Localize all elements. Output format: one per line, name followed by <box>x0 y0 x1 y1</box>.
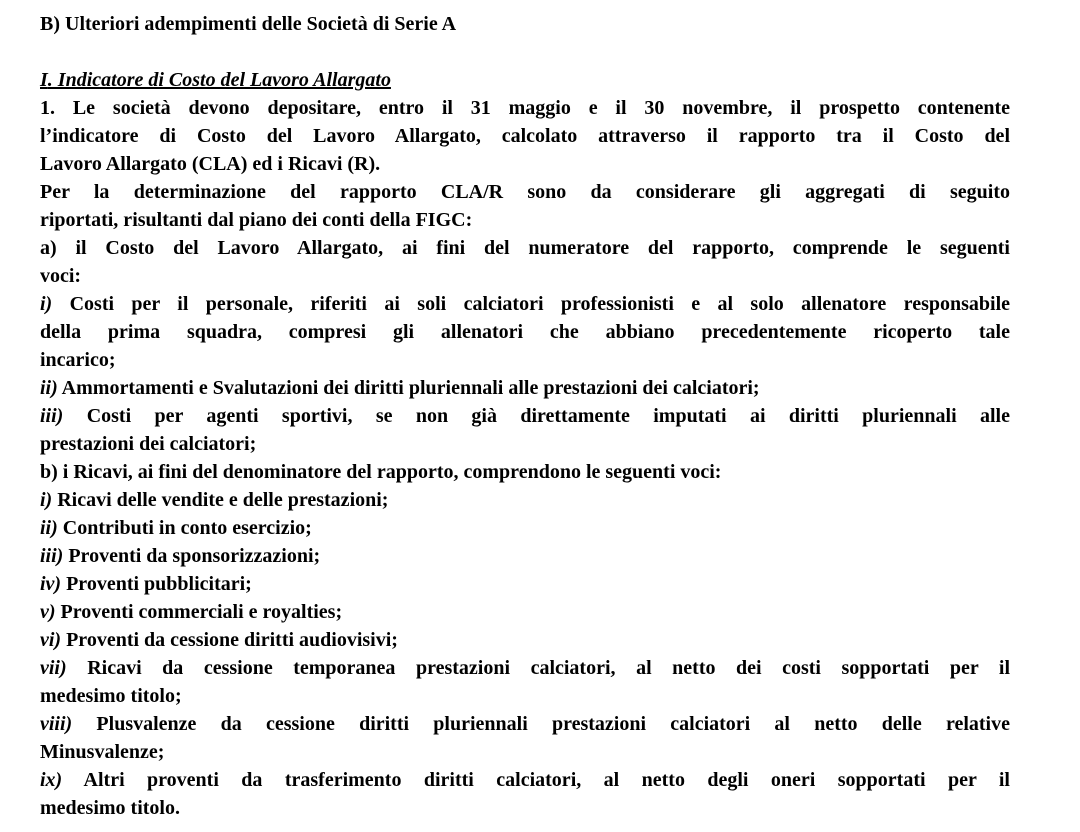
subsection-title: . Indicatore di Costo del Lavoro Allargato <box>47 69 391 91</box>
item-text: Altri proventi da trasferimento diritti calciatori, al netto degli oneri sopportati per il <box>62 769 1010 791</box>
list-item <box>40 626 1010 654</box>
list-item-continuation: medesimo titolo. <box>40 797 180 819</box>
item-number: vi) <box>40 629 62 651</box>
item-number: iii) <box>40 405 64 427</box>
item-number: ii) <box>40 377 58 399</box>
subsection-heading <box>40 66 1010 94</box>
item-number: i) <box>40 489 53 511</box>
paragraph2-line: Per la determinazione del rapporto CLA/R sono da considerare gli aggregati di seguito <box>40 181 1010 203</box>
subsection-number: I <box>40 69 48 91</box>
item-text: Proventi pubblicitari; <box>61 573 252 595</box>
list-item <box>40 542 1010 570</box>
paragraph1-line: Lavoro Allargato (CLA) ed i Ricavi (R). <box>40 153 381 175</box>
item-text: Contributi in conto esercizio; <box>57 517 312 539</box>
item-number: iv) <box>40 573 62 595</box>
list-item-continuation: Minusvalenze; <box>40 741 165 763</box>
item-number: iii) <box>40 545 64 567</box>
item-text: Plusvalenze da cessione diritti pluriennali prestazioni calciatori al netto delle relative <box>72 713 1010 735</box>
part-a-line: voci: <box>40 265 82 287</box>
paragraph1-line: 1. Le società devono depositare, entro il 31 maggio e il 30 novembre, il prospetto contenente <box>40 97 1010 119</box>
item-text: Costi per agenti sportivi, se non già direttamente imputati ai diritti pluriennali alle <box>63 405 1010 427</box>
item-text: Proventi commerciali e royalties; <box>55 601 343 623</box>
item-text: Proventi da cessione diritti audiovisivi; <box>61 629 398 651</box>
list-item <box>40 598 1010 626</box>
item-number: ii) <box>40 517 58 539</box>
list-item <box>40 374 1010 402</box>
blank-line <box>40 38 1010 66</box>
list-item <box>40 486 1010 514</box>
item-number: v) <box>40 601 56 623</box>
list-item-continuation: della prima squadra, compresi gli allenatori che abbiano precedentemente ricoperto tale <box>40 321 1010 343</box>
list-item <box>40 766 1010 794</box>
list-item-continuation: medesimo titolo; <box>40 685 182 707</box>
item-text: Costi per il personale, riferiti ai soli calciatori professionisti e al solo allenatore responsabile <box>52 293 1010 315</box>
list-item <box>40 570 1010 598</box>
item-text: Ricavi delle vendite e delle prestazioni; <box>52 489 389 511</box>
list-item <box>40 290 1010 318</box>
part-b-line: b) i Ricavi, ai fini del denominatore del rapporto, comprendono le seguenti voci: <box>40 461 722 483</box>
item-number: viii) <box>40 713 73 735</box>
item-number: vii) <box>40 657 67 679</box>
paragraph2-line: riportati, risultanti dal piano dei conti della FIGC: <box>40 209 473 231</box>
list-item-continuation: prestazioni dei calciatori; <box>40 433 257 455</box>
list-item-continuation: incarico; <box>40 349 116 371</box>
list-item <box>40 514 1010 542</box>
list-item <box>40 654 1010 682</box>
part-a-line: a) il Costo del Lavoro Allargato, ai fini del numeratore del rapporto, comprende le seguenti <box>40 237 1010 259</box>
paragraph1-line: l’indicatore di Costo del Lavoro Allargato, calcolato attraverso il rapporto tra il Costo del <box>40 125 1010 147</box>
item-number: i) <box>40 293 53 315</box>
list-item <box>40 402 1010 430</box>
list-item <box>40 710 1010 738</box>
item-number: ix) <box>40 769 63 791</box>
item-text: Ammortamenti e Svalutazioni dei diritti pluriennali alle prestazioni dei calciatori; <box>57 377 760 399</box>
item-text: Ricavi da cessione temporanea prestazioni calciatori, al netto dei costi sopportati per il <box>66 657 1010 679</box>
item-text: Proventi da sponsorizzazioni; <box>63 545 321 567</box>
section-title: B) Ulteriori adempimenti delle Società di Serie A <box>40 13 457 35</box>
